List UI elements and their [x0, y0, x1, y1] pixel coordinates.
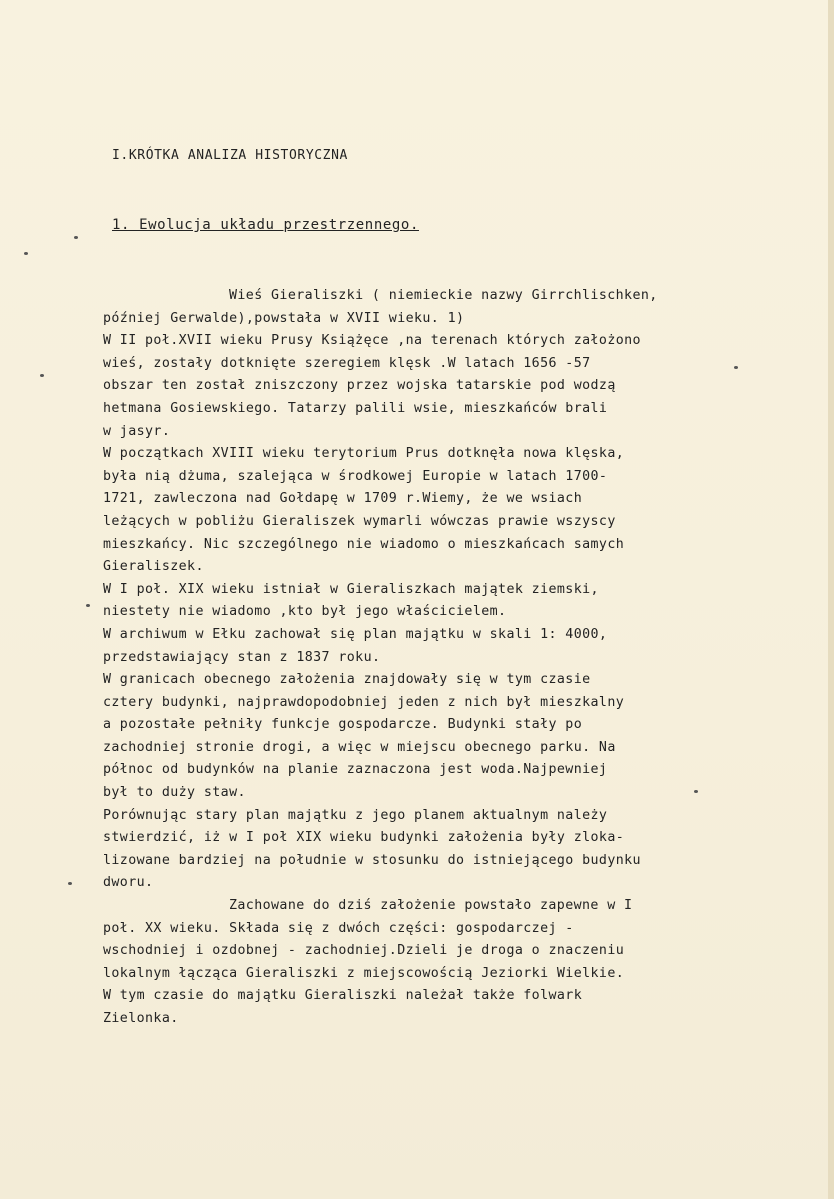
section-heading: I.KRÓTKA ANALIZA HISTORYCZNA [112, 148, 348, 163]
scan-speck [86, 604, 90, 607]
text-line: był to duży staw. [103, 785, 246, 801]
text-line: dworu. [103, 875, 154, 891]
scan-speck [24, 252, 28, 255]
body-text [103, 285, 783, 1031]
text-line: poł. XX wieku. Składa się z dwóch części: gospodarczej - [103, 920, 574, 936]
text-line: W archiwum w Ełku zachował się plan majątku w skali 1: 4000, [103, 626, 608, 642]
scan-speck [74, 236, 78, 239]
text-line: cztery budynki, najprawdopodobniej jeden z nich był mieszkalny [103, 694, 625, 710]
text-line: Wieś Gieraliszki ( niemieckie nazwy Girrchlischken, [229, 288, 658, 303]
text-line: 1721, zawleczona nad Gołdapę w 1709 r.Wiemy, że we wsiach [103, 491, 583, 507]
text-line: W II poł.XVII wieku Prusy Książęce ,na terenach których założono [103, 333, 641, 349]
scan-speck [68, 882, 72, 885]
text-line: obszar ten został zniszczony przez wojska tatarskie pod wodzą [103, 378, 616, 394]
text-line: lokalnym łącząca Gieraliszki z miejscowością Jeziorki Wielkie. [103, 965, 625, 981]
text-line: stwierdzić, iż w I poł XIX wieku budynki założenia były zloka- [103, 830, 625, 846]
text-line: niestety nie wiadomo ,kto był jego właścicielem. [103, 604, 507, 620]
text-line: W początkach XVIII wieku terytorium Prus dotknęła nowa klęska, [103, 446, 625, 462]
text-line: wieś, zostały dotknięte szeregiem klęsk .W latach 1656 -57 [103, 355, 591, 371]
scan-speck [694, 790, 698, 793]
text-line: północ od budynków na planie zaznaczona jest woda.Najpewniej [103, 762, 608, 778]
text-line: W tym czasie do majątku Gieraliszki należał także folwark [103, 988, 583, 1004]
text-line: później Gerwalde),powstała w XVII wieku. 1) [103, 310, 465, 326]
text-line: W granicach obecnego założenia znajdowały się w tym czasie [103, 672, 591, 688]
text-line: Zielonka. [103, 1011, 179, 1026]
text-line: Gieraliszek. [103, 559, 204, 575]
text-line: Zachowane do dziś założenie powstało zapewne w I [229, 898, 633, 914]
text-line: wschodniej i ozdobnej - zachodniej.Dzieli je droga o znaczeniu [103, 943, 625, 959]
text-line: a pozostałe pełniły funkcje gospodarcze. Budynki stały po [103, 717, 583, 733]
text-line: była nią dżuma, szalejąca w środkowej Europie w latach 1700- [103, 468, 608, 484]
text-line: hetmana Gosiewskiego. Tatarzy palili wsie, mieszkańców brali [103, 400, 608, 416]
scan-speck [40, 374, 44, 377]
subsection-heading: 1. Ewolucja układu przestrzennego. [112, 217, 419, 233]
text-line: Porównując stary plan majątku z jego planem aktualnym należy [103, 807, 608, 823]
text-line: W I poł. XIX wieku istniał w Gieraliszkach majątek ziemski, [103, 581, 599, 597]
text-line: lizowane bardziej na południe w stosunku do istniejącego budynku [103, 852, 641, 868]
text-line: zachodniej stronie drogi, a więc w miejscu obecnego parku. Na [103, 739, 616, 755]
scan-speck [734, 366, 738, 369]
text-line: w jasyr. [103, 423, 171, 439]
page-edge [828, 0, 834, 1199]
text-line: mieszkańcy. Nic szczególnego nie wiadomo o mieszkańcach samych [103, 536, 625, 552]
text-line: leżących w pobliżu Gieraliszek wymarli wówczas prawie wszyscy [103, 513, 616, 529]
text-line: przedstawiający stan z 1837 roku. [103, 649, 381, 665]
